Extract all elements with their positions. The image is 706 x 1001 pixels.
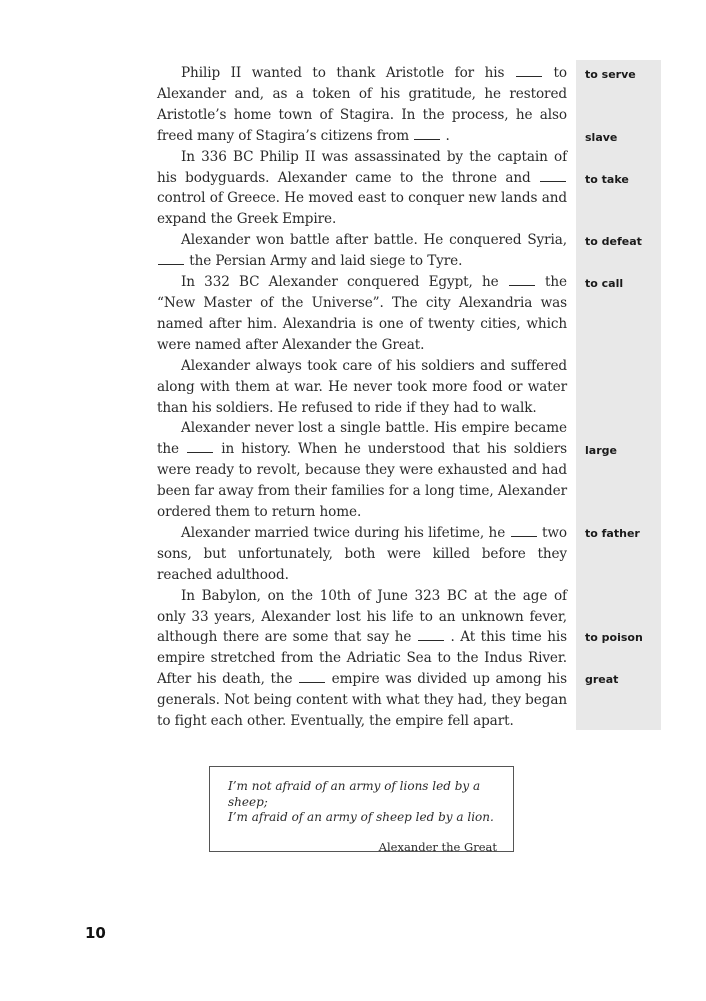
word-bank-item: to defeat — [585, 235, 642, 248]
word-bank-item: great — [585, 673, 619, 686]
page-number: 10 — [85, 924, 106, 942]
answer-blank[interactable] — [540, 180, 566, 182]
quote-line: I’m afraid of an army of sheep led by a lion. — [228, 810, 494, 824]
paragraph: Philip II wanted to thank Aristotle for his to Alexander and, as a token of his gratitude, he restored Aristotle’s home town of Stagira. In the process, he also freed many of Stagira’s citizens from . — [157, 65, 568, 144]
quote-author: Alexander the Great — [378, 839, 497, 854]
paragraph: Alexander never lost a single battle. His empire became the in history. When he understood that his soldiers were ready to revolt, because they were exhausted and had been far away from their families for a long time, Alexander ordered them to return home. — [157, 420, 567, 521]
answer-blank[interactable] — [299, 681, 325, 683]
answer-blank[interactable] — [418, 639, 444, 641]
story-text — [157, 63, 567, 732]
paragraph: In Babylon, on the 10th of June 323 BC at the age of only 33 years, Alexander lost his life to an unknown fever, although there are some that say he . At this time his empire stretched from the Adriatic Sea to the Indus River. After his death, the empire was divided up among his generals. Not being content with what they had, they began to fight each other. Eventually, the empire fell apart. — [157, 587, 568, 730]
quote-line: I’m not afraid of an army of lions led by a sheep; — [228, 779, 481, 809]
answer-blank[interactable] — [187, 451, 213, 453]
word-bank-column — [576, 60, 661, 730]
paragraph: Alexander always took care of his soldiers and suffered along with them at war. He never took more food or water than his soldiers. He refused to ride if they had to walk. — [157, 357, 567, 416]
answer-blank[interactable] — [414, 138, 440, 140]
answer-blank[interactable] — [509, 284, 535, 286]
word-bank-item: to take — [585, 173, 629, 186]
word-bank-item: slave — [585, 131, 618, 144]
paragraph: In 336 BC Philip II was assassinated by the captain of his bodyguards. Alexander came to the throne and control of Greece. He moved east to conquer new lands and expand the Greek Empire. — [157, 148, 567, 228]
word-bank-item: to father — [585, 527, 640, 540]
answer-blank[interactable] — [516, 75, 542, 77]
paragraph: In 332 BC Alexander conquered Egypt, he the “New Master of the Universe”. The city Alexandria was named after him. Alexandria is one of twenty cities, which were named after Alexander the Great. — [157, 274, 567, 353]
quote-box — [209, 766, 514, 852]
word-bank-item: to serve — [585, 68, 636, 81]
paragraph: Alexander married twice during his lifetime, he two sons, but unfortunately, both were killed before they reached adulthood. — [157, 524, 567, 583]
word-bank-item: large — [585, 444, 617, 457]
paragraph: Alexander won battle after battle. He conquered Syria, the Persian Army and laid siege to Tyre. — [157, 230, 567, 272]
answer-blank[interactable] — [511, 535, 537, 537]
word-bank-item: to poison — [585, 631, 643, 644]
word-bank-item: to call — [585, 277, 624, 290]
answer-blank[interactable] — [158, 263, 184, 265]
